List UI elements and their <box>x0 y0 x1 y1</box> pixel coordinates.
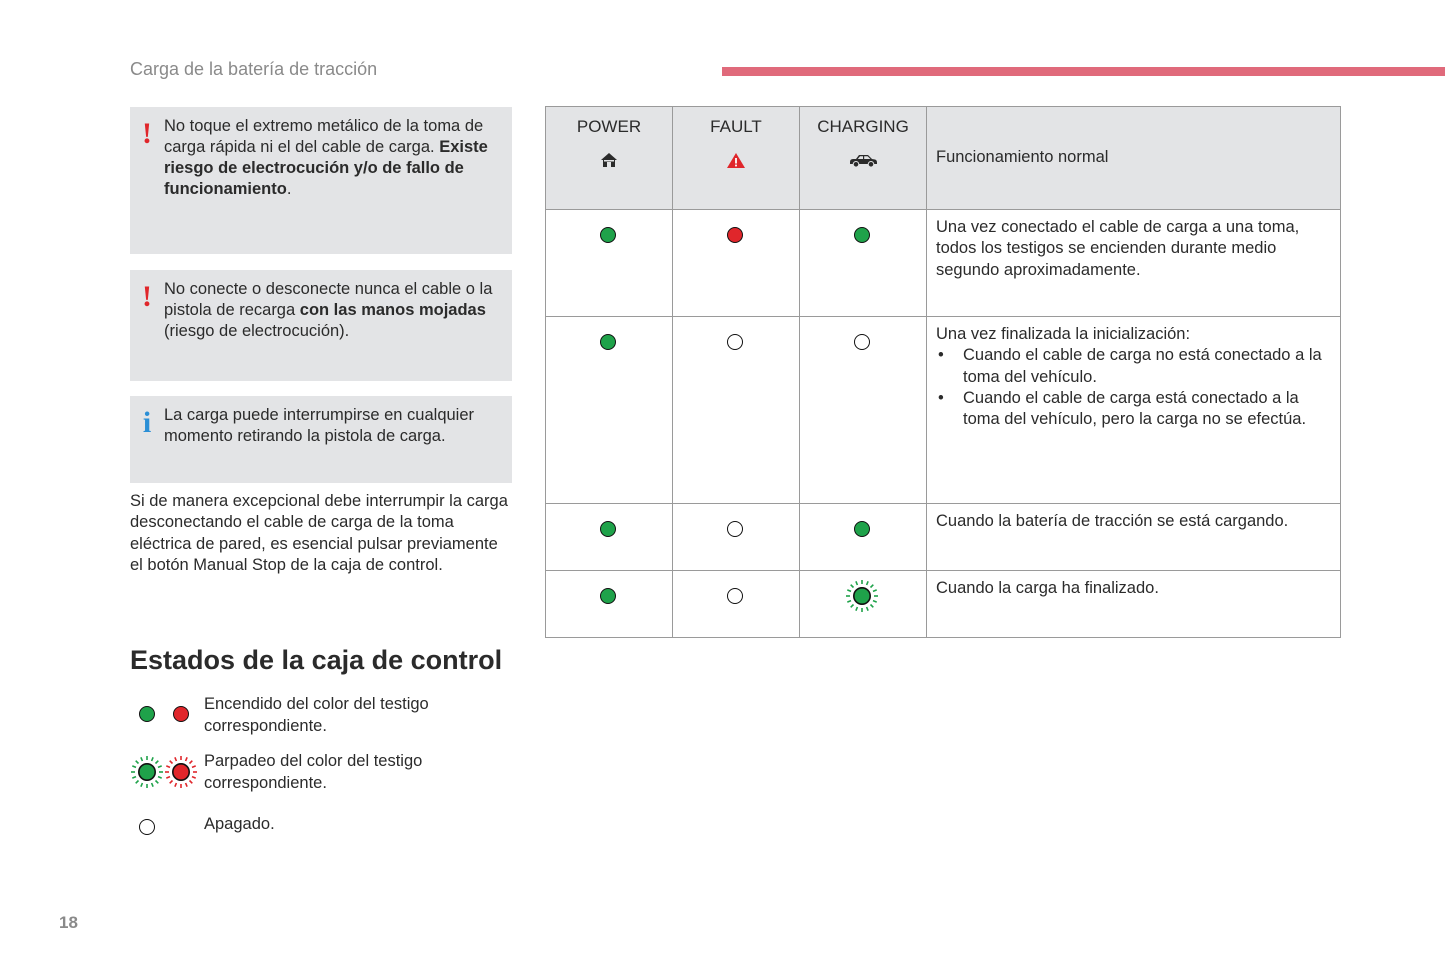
header-label: CHARGING <box>817 117 909 136</box>
section-title: Carga de la batería de tracción <box>130 59 378 79</box>
legend-item-off <box>130 814 510 844</box>
cell-fault <box>673 571 800 638</box>
notice-text: No toque el extremo metálico de la toma de carga rápida ni el del cable de carga. <box>164 117 484 156</box>
bullet-list <box>936 345 1332 430</box>
cell-charging <box>800 317 927 504</box>
cell-power <box>546 210 673 317</box>
cell-fault <box>673 504 800 571</box>
cell-charging <box>800 571 927 638</box>
led-red-icon <box>173 706 189 722</box>
list-item: • Cuando el cable de carga está conectado a la toma del vehículo, pero la carga no se efectúa. <box>936 388 1332 431</box>
legend-text: Encendido del color del testigo correspondiente. <box>204 695 429 735</box>
led-green-blink-icon <box>129 754 165 790</box>
led-green-icon <box>600 521 616 537</box>
led-off-icon <box>139 819 155 835</box>
home-icon <box>600 152 618 168</box>
cell-power <box>546 317 673 504</box>
cell-charging <box>800 504 927 571</box>
led-green-icon <box>600 334 616 350</box>
notice-trailing-text: (riesgo de electrocución). <box>164 322 350 340</box>
led-green-icon <box>854 521 870 537</box>
header-label: POWER <box>576 117 642 136</box>
row-description: Cuando la batería de tracción se está cargando. <box>927 504 1341 571</box>
led-off-icon <box>854 334 870 350</box>
warning-notice-1 <box>130 107 512 254</box>
table-row <box>546 504 1341 571</box>
warning-triangle-icon <box>726 152 746 169</box>
header-description: Funcionamiento normal <box>927 107 1341 210</box>
legend-text: Apagado. <box>204 815 275 833</box>
cell-power <box>546 571 673 638</box>
notice-text: La carga puede interrumpirse en cualquier momento retirando la pistola de carga. <box>164 406 475 445</box>
legend-heading: Estados de la caja de control <box>130 645 503 675</box>
manual-stop-paragraph: Si de manera excepcional debe interrumpir la carga desconectando el cable de carga de la toma eléctrica de pared, es esencial pulsar previamente el botón Manual Stop de la caja de control. <box>130 492 508 574</box>
info-icon: i <box>142 406 152 439</box>
led-red-icon <box>727 227 743 243</box>
header-charging <box>800 107 927 210</box>
led-off-icon <box>727 521 743 537</box>
cell-power <box>546 504 673 571</box>
list-item: • Cuando el cable de carga no está conectado a la toma del vehículo. <box>936 345 1332 388</box>
led-green-icon <box>139 706 155 722</box>
notice-text: No conecte o desconecte nunca el cable o la pistola de recarga <box>164 280 493 319</box>
cell-charging <box>800 210 927 317</box>
warning-exclamation-icon: ! <box>142 117 152 150</box>
car-icon <box>848 152 878 168</box>
info-notice <box>130 396 512 483</box>
section-accent-bar <box>722 67 1445 76</box>
legend-text: Parpadeo del color del testigo correspondiente. <box>204 752 423 792</box>
row-description: Una vez conectado el cable de carga a una toma, todos los testigos se encienden durante medio segundo aproximadamente. <box>927 210 1341 317</box>
notice-bold-text: Existe riesgo de electrocución y/o de fallo de funcionamiento <box>164 138 488 198</box>
cell-fault <box>673 210 800 317</box>
led-off-icon <box>727 334 743 350</box>
header-fault <box>673 107 800 210</box>
warning-exclamation-icon: ! <box>142 280 152 313</box>
table-row <box>546 210 1341 317</box>
led-green-icon <box>600 588 616 604</box>
led-red-blink-icon <box>163 754 199 790</box>
led-green-blink-icon <box>844 578 880 614</box>
header-label: FAULT <box>710 117 762 136</box>
legend-item-on <box>130 694 510 738</box>
warning-notice-2 <box>130 270 512 381</box>
row-description-intro: Una vez finalizada la inicialización: <box>936 325 1191 343</box>
led-green-icon <box>600 227 616 243</box>
page-number: 18 <box>59 913 78 932</box>
control-box-status-table <box>545 106 1341 638</box>
led-off-icon <box>727 588 743 604</box>
led-green-icon <box>854 227 870 243</box>
row-description <box>927 317 1341 504</box>
cell-fault <box>673 317 800 504</box>
table-row <box>546 571 1341 638</box>
legend-item-blink <box>130 751 510 795</box>
header-power <box>546 107 673 210</box>
row-description: Cuando la carga ha finalizado. <box>927 571 1341 638</box>
notice-trailing-text: . <box>286 180 292 198</box>
table-header-row <box>546 107 1341 210</box>
notice-bold-text: con las manos mojadas <box>299 301 486 319</box>
table-row <box>546 317 1341 504</box>
